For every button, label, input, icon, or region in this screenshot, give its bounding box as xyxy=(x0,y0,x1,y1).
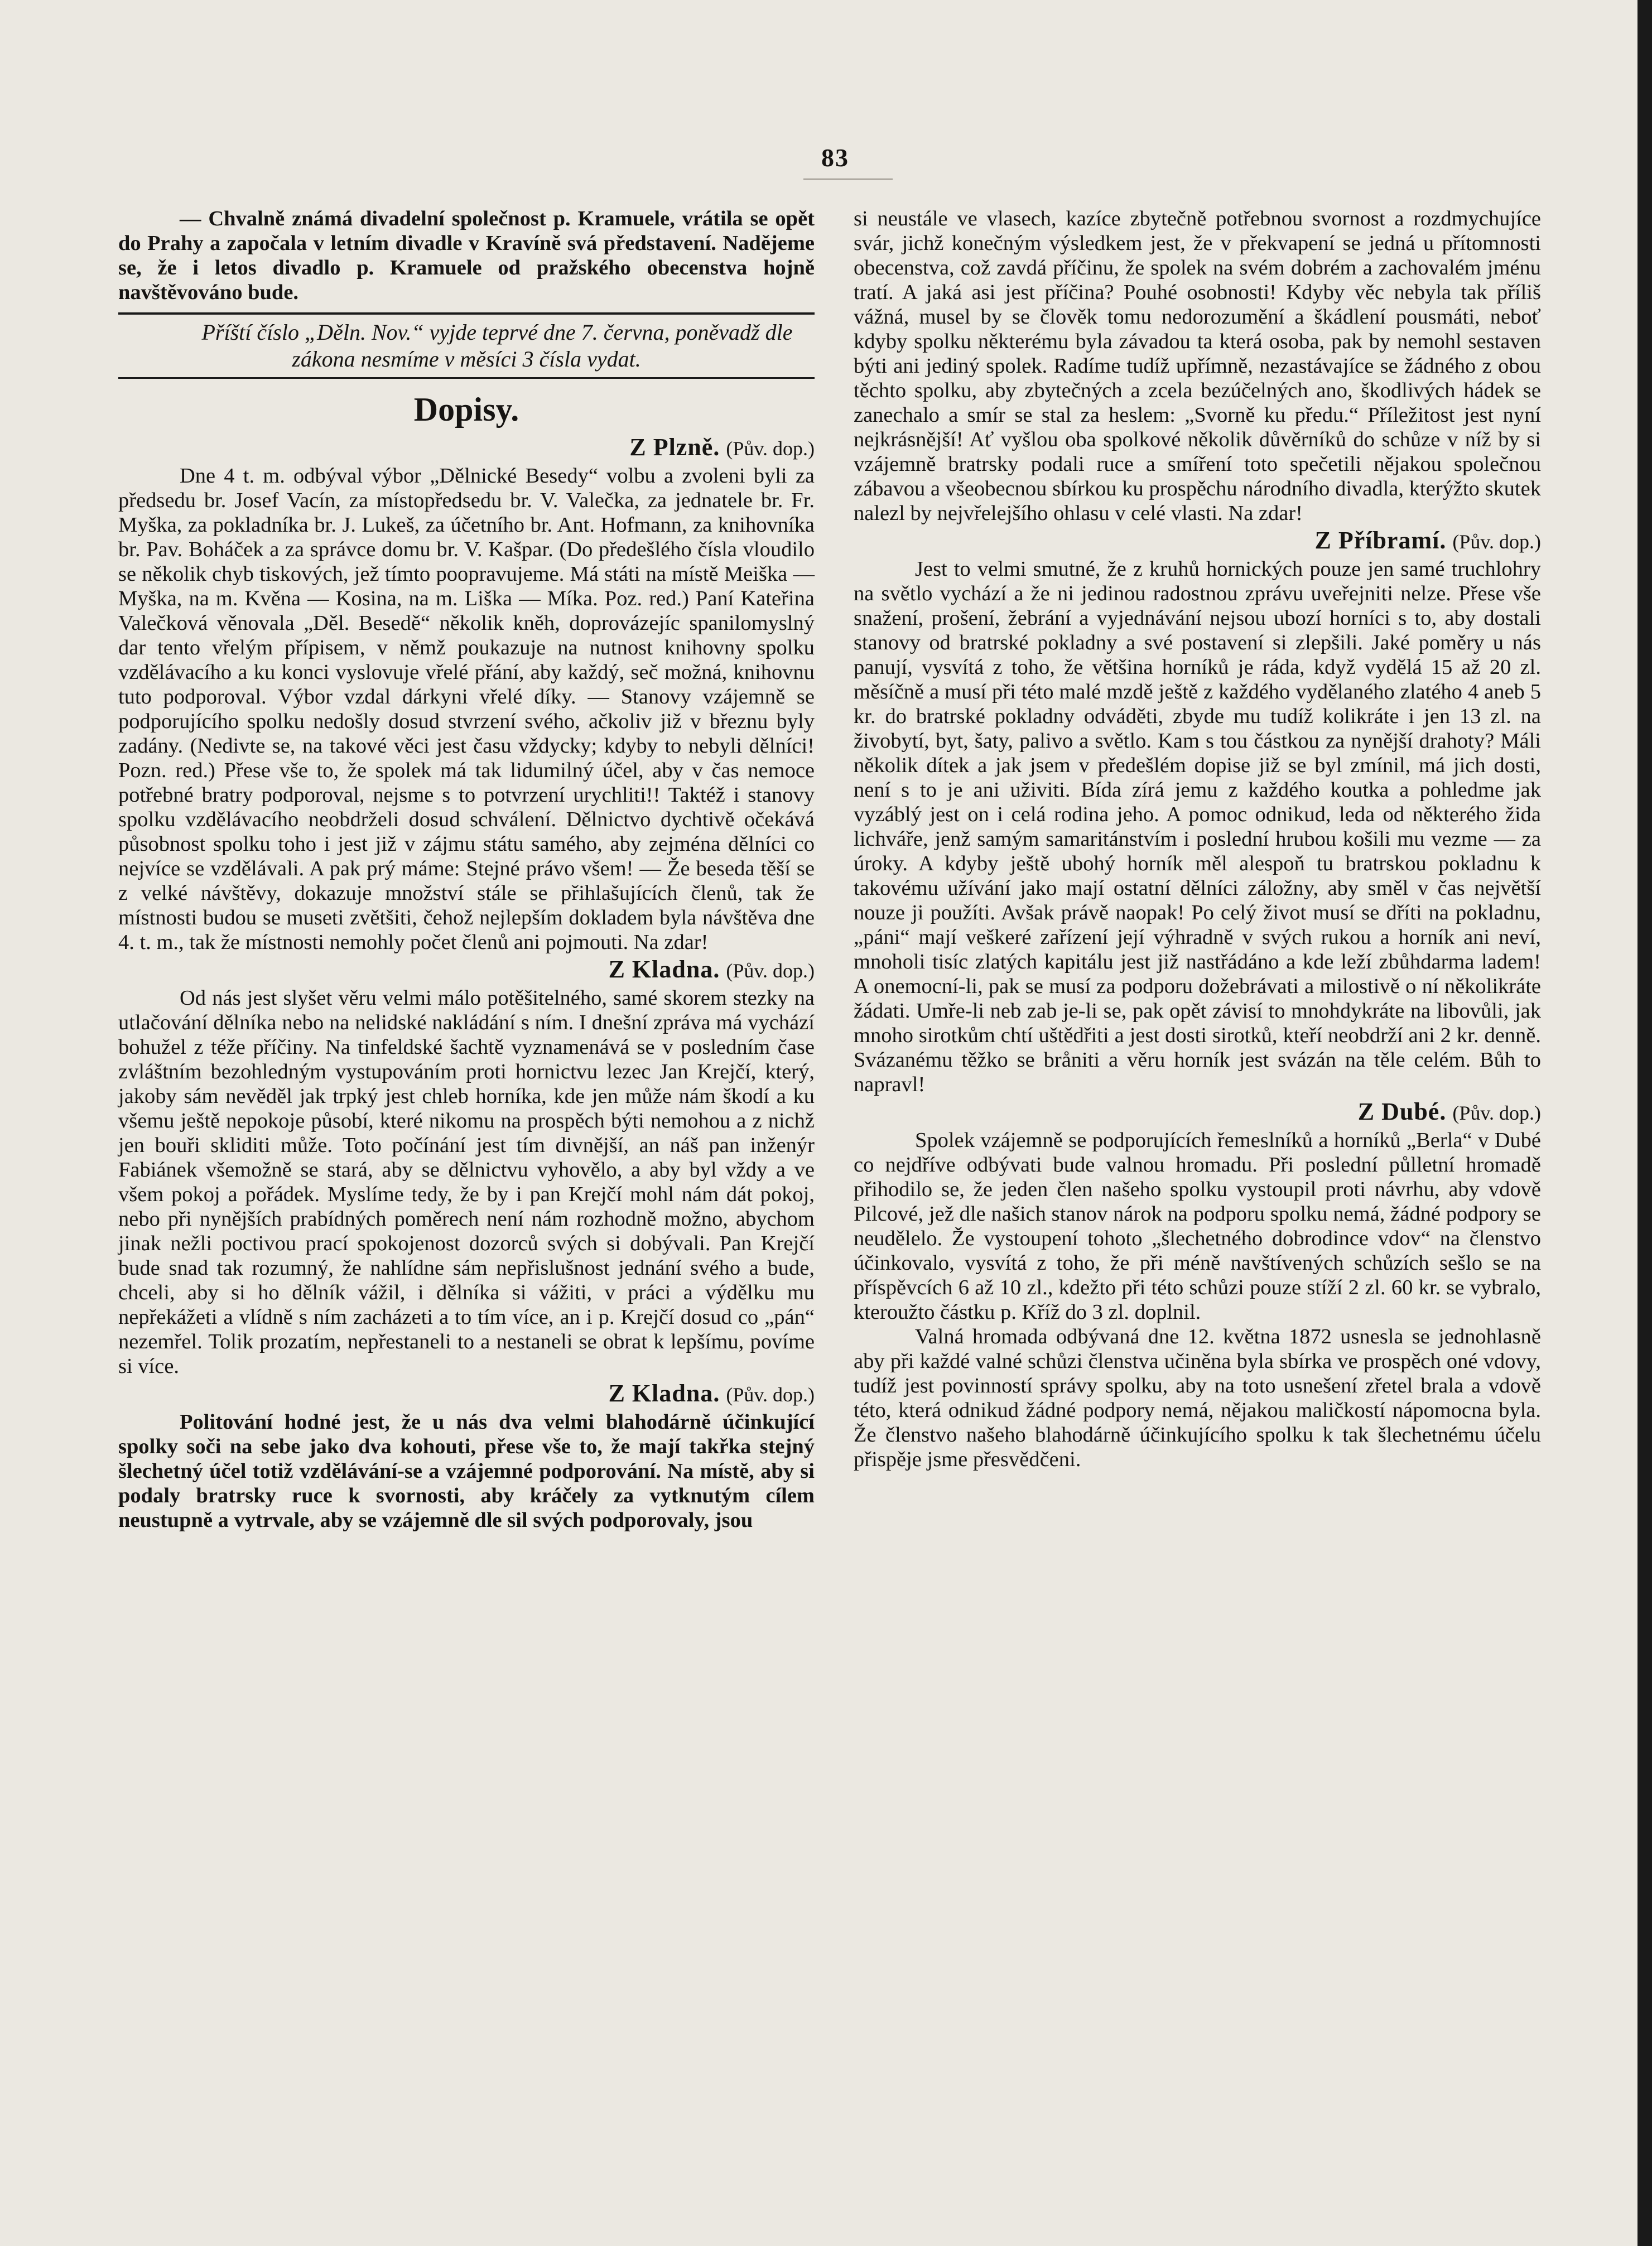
letter-heading-kladno-2 xyxy=(118,1379,815,1410)
letter-heading-kladno xyxy=(118,955,815,986)
letter-body-dube-2: Valná hromada odbývaná dne 12. května 1872 usnesla se jednohlasně aby při každé valné schůzi členstva učiněna byla sbírka ve prospěch oné vdovy, tudíž jest povinností správy spolku, aby na toto usnešení zřetel brala a vdově této, která odnikud žádné podpory nemá, nějakou maličkostí nápomocna byla. Že členstvo našeho blahodárně účinkujícího spolku k tak šlechetnému účelu přispěje jsme přesvědčeni. xyxy=(854,1325,1541,1471)
letter-source: (Pův. dop.) xyxy=(726,437,815,460)
letter-place: Z Plzně. xyxy=(629,433,720,461)
left-column xyxy=(118,206,815,1532)
page-number: 83 xyxy=(821,143,849,172)
letter-heading-dube xyxy=(854,1097,1541,1128)
letter-body-kladno-2: Politování hodné jest, že u nás dva velmi blahodárně účinkující spolky soči na sebe jako dva kohouti, přese vše to, že mají takřka stejný šlechetný účel totiž vzdělávání-se a vzájemné podporování. Na místě, aby si podaly bratrsky ruce k svornosti, aby kráčely za vytknutým cílem neustupně a vytrvale, aby se vzájemně dle sil svých podporovaly, jsou xyxy=(118,1410,815,1532)
letter-heading-plzen xyxy=(118,432,815,464)
letter-heading-pribram xyxy=(854,526,1541,557)
letter-source: (Pův. dop.) xyxy=(726,960,815,982)
letter-body-pribram: Jest to velmi smutné, že z kruhů hornických pouze jen samé truchlohry na světlo vychází a že ni jedinou radostnou zprávu uveřejniti nelze. Přese vše snažení, prošení, žebrání a vyjednávání nejsou ubozí horníci s to, aby dostali stanovy od bratrské pokladny a své postavení si zlepšili. Jaké poměry u nás panují, vysvítá z toho, že většina horníků je ráda, když vydělá 15 až 20 zl. měsíčně a musí při této malé mzdě ještě z každého vydělaného zlatého 4 aneb 5 kr. do bratrské pokladny odváděti, zbyde mu tudíž kolikráte i jen 13 zl. na živobytí, byt, šaty, palivo a světlo. Kam s tou částkou za nynější drahoty? Máli několik dítek a jak jsem v předešlém dopise již se byl zmínil, má jich dosti, není s to je ani uživiti. Bída zírá jemu z každého koutka a pohledme jak vyzáblý jest on i celá rodina jeho. A pomoc odnikud, leda od některého žida lichváře, jenž samým samaritánstvím i poslední hrubou košili mu vezme — za úroky. A kdyby ještě ubohý horník měl alespoň tu bratrskou pokladnu k takovému užívání jako mají ostatní dělníci záložny, aby směl v čas největší nouze ji použíti. Avšak právě naopak! Po celý život musí se dříti na pokladnu, „páni“ mají veškeré zařízení její výhradně v svých rukou a horník ani neví, mnoholi tisíc zlatých kapitálu jest již nastřádáno a kde leží zbůhdarma ladem! A onemocní-li, pak se musí za podporu dožebrávati a milostivě o ní několikráte žádati. Umře-li neb zab je-li se, pak opět závisí to mnohdykráte na libovůli, jak mnoho sirotkům chtí uštědřiti a jest dosti sirotků, kteří neobdrží ani 2 kr. denně. Svázanému těžko se bråniti a věru horník jest svázán na těle celém. Bůh to napravl! xyxy=(854,557,1541,1096)
page-number-rule xyxy=(803,179,893,180)
theatre-notice: — Chvalně známá divadelní společnost p. Kramuele, vrátila se opět do Prahy a započala v letním divadle v Kravíně svá představení. Nadějeme se, že i letos divadlo p. Kramuele od pražského obecenstva hojně navštěvováno bude. xyxy=(118,207,815,304)
letter-place: Z Kladna. xyxy=(608,1380,720,1407)
letter-source: (Pův. dop.) xyxy=(1452,531,1541,553)
right-column xyxy=(854,206,1541,1472)
letter-body-kladno: Od nás jest slyšet věru velmi málo potěšitelného, samé skorem stezky na utlačování dělníka nebo na nelidské nakládání s ním. I dnešní zpráva má vychází bohužel z téže příčiny. Na tinfeldské šachtě vyznamenává se v posledním čase zvláštním bezohledným vystupováním proti hornictvu lezec Jan Krejčí, který, jakoby sám nevěděl jak trpký jest chleb horníka, kde jen může nám škodí a ku všemu ještě nepokoje působí, které nikomu na prospěch býti nemohou a z nichž jen bouři skliditi může. Toto počínání jest tím divnější, an náš pan inženýr Fabiánek všemožně se stará, aby se dělnictvu vyhovělo, a aby byl vždy a ve všem pokoj a pořádek. Myslíme tedy, že by i pan Krejčí mohl nám dát pokoj, nebo při nynějších prabídných poměrech není nám rozhodně možno, abychom jinak nežli poctivou prací spokojenost dozorců svých si dobývali. Pan Krejčí bude snad tak rozumný, že nahlídne sám nepřislušnost jednání svého a bude, chceli, aby si ho dělník vážil, i dělníka si vážiti, v práci a výdělku mu nepřekážeti a vlídně s ním zacházeti a to tím více, an i p. Krejčí dosud co „pán“ nezemřel. Tolik prozatím, nepřestaneli to a nestaneli se obrat k lepšímu, povíme si více. xyxy=(118,986,815,1378)
divider xyxy=(118,312,815,315)
letter-body-dube: Spolek vzájemně se podporujících řemeslníků a horníků „Berla“ v Dubé co nejdříve odbývati bude valnou hromadu. Při poslední půlletní hromadě přihodilo se, že jeden člen našeho spolku vystoupil proti návrhu, aby vdově Pilcové, jež dle našich stanov nárok na podporu spolku nemá, žádné podpory se neudělelo. Že vystoupení tohoto „šlechetného dobrodince vdov“ na členstvo účinkovalo, vysvítá z toho, že při méně navštívených schůzích sešlo se na příspěvcích 6 až 10 zl., kdežto při této schůzi pouze stíží 2 zl. 60 kr. se vybralo, kteroužto částku p. Kříž do 3 zl. doplnil. xyxy=(854,1129,1541,1324)
letter-place: Z Dubé. xyxy=(1357,1098,1447,1125)
next-issue-notice: Příští číslo „Děln. Nov.“ vyjde teprvé dne 7. června, poněvadž dle zákona nesmíme v měsíci 3 čísla vydat. xyxy=(201,320,793,372)
letter-place: Z Příbramí. xyxy=(1314,527,1447,554)
letter-body-kladno-2-continued: si neustále ve vlasech, kazíce zbytečně potřebnou svornost a rozdmychujíce svár, jichž konečným výsledkem jest, že v překvapení se jedná u přítomnosti obecenstva, což zavdá příčinu, že spolek na svém dobrém a zachovalém jménu tratí. A jaká asi jest příčina? Pouhé osobnosti! Kdyby věc nebyla tak příliš vážná, musel by se člověk tomu nedorozumění a škádlení pousmáti, neboť kdyby spolku některému byla závadou ta která osoba, pak by nemohl sestaven býti ani jediný spolek. Radíme tudíž upřímně, nezastávajíce se žádného z obou těchto spolku, aby zbytečných a zcela bezúčelných ano, škodlivých hádek se zanechalo a smír se stal za heslem: „Svorně ku předu.“ Příležitost jest nyní nejkrásnější! Ať vyšlou oba spolkové několik důvěrníků do schůze v níž by si vzájemně bratrsky podali ruce a smíření toto spečetili nějakou společnou zábavou a všeobecnou sbírkou ku prospěchu národního divadla, kterýžto skutek nalezl by nejvřelejšího ohlasu v celé vlasti. Na zdar! xyxy=(854,207,1541,525)
divider xyxy=(118,377,815,379)
letter-place: Z Kladna. xyxy=(608,956,720,983)
letter-source: (Pův. dop.) xyxy=(1452,1102,1541,1124)
letter-source: (Pův. dop.) xyxy=(726,1384,815,1406)
letter-body-plzen: Dne 4 t. m. odbýval výbor „Dělnické Besedy“ volbu a zvoleni byli za předsedu br. Josef Vacín, za místopředsedu br. V. Valečka, za jednatele br. Fr. Myška, za pokladníka br. J. Lukeš, za účetního br. Ant. Hofmann, za knihovníka br. Pav. Boháček a za správce domu br. V. Kašpar. (Do předešlého čísla vloudilo se několik chyb tiskových, jež tímto poopravujeme. Má státi na místě Meiška — Myška, na m. Kvěna — Kosina, na m. Liška — Míka. Poz. red.) Paní Kateřina Valečková věnovala „Děl. Besedě“ několik kněh, doprovázejíc spanilomyslný dar tento vřelým přípisem, v němž poukazuje na nutnost knihovny spolku vzdělávacího a ku konci vyslovuje vřelé přání, aby každý, seč možná, knihovnu tuto podporoval. Výbor vzdal dárkyni vřelé díky. — Stanovy vzájemně se podporujícího spolku nedošly dosud stvrzení svého, ačkoliv již v březnu byly zadány. (Nedivte se, na takové věci jest času vždycky; kdyby to nebyli dělníci! Pozn. red.) Přese vše to, že spolek má tak lidumilný účel, aby v čas nemoce potřebné bratry podporoval, nejsme s to potvrzení urychliti!! Taktéž i stanovy spolku vzdělávacího neobdrželi dosud schválení. Dělnictvo dychtivě očekává působnost spolku toho i jest již v zájmu státu samého, aby zejména dělníci co nejvíce se vzdělávali. A pak prý máme: Stejné právo všem! — Že beseda těší se z velké návštěvy, dokazuje množství stále se přihlašujících členů, tak že místnosti budou se museti zvětšiti, čehož nejlepším dokladem byla návštěva dne 4. t. m., tak že místnosti nemohly počet členů ani pojmouti. Na zdar! xyxy=(118,464,815,954)
scan-edge xyxy=(1637,0,1652,2246)
section-title: Dopisy. xyxy=(413,391,519,428)
